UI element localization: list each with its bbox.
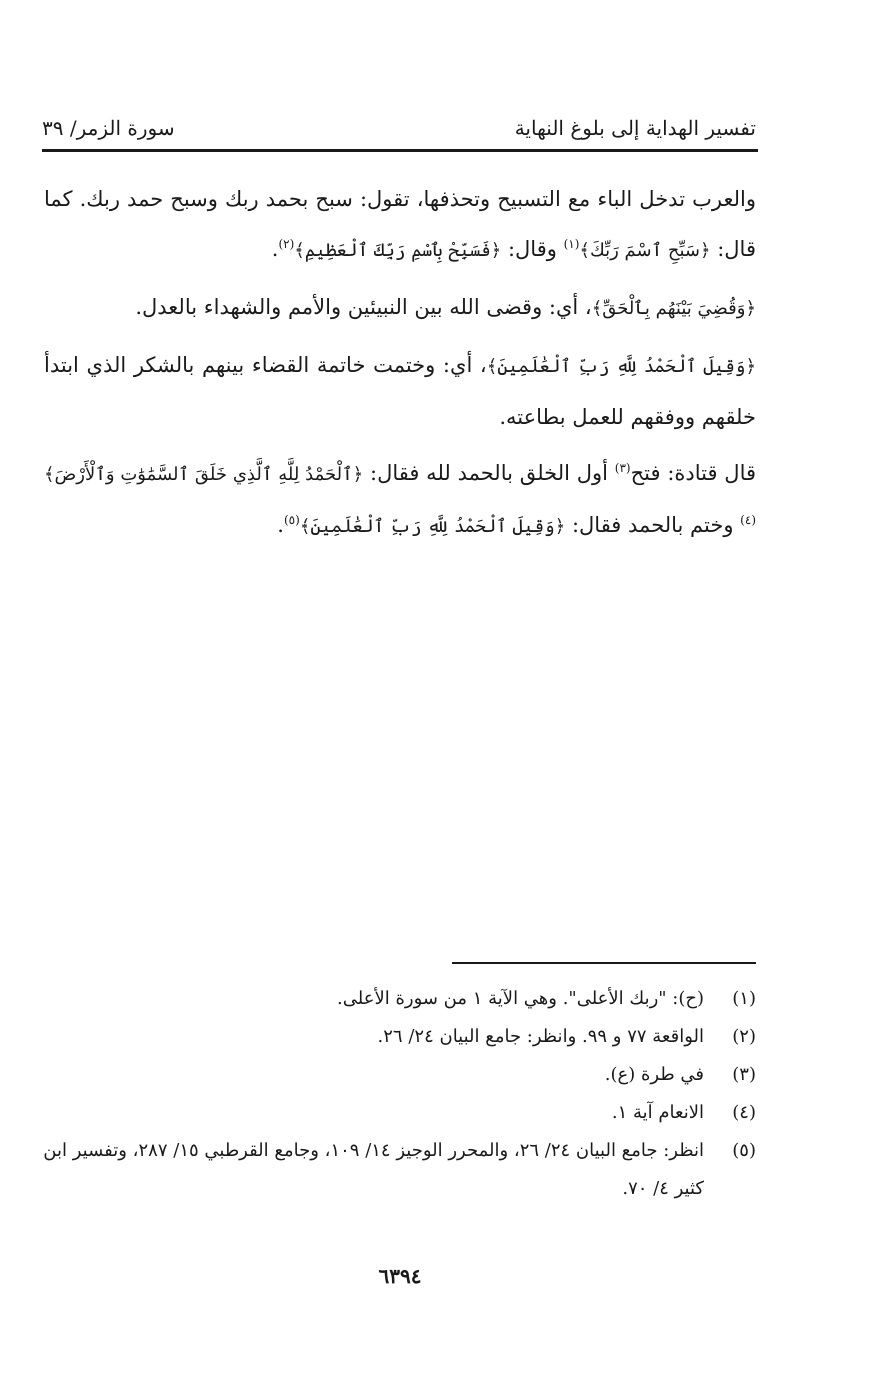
paragraph-text: ، أي: وقضى الله بين النبيئين والأمم والشهداء بالعدل. xyxy=(135,295,592,319)
footnote-item xyxy=(40,1094,756,1132)
quran-verse: ﴿ٱلْحَمْدُ لِلَّهِ ٱلَّذِي خَلَقَ ٱلسَّمَٰوَٰتِ وَٱلْأَرْضَ﴾ xyxy=(44,464,364,485)
footnote-number: (٢) xyxy=(732,1026,756,1047)
paragraph-text: وختم بالحمد فقال: xyxy=(565,513,741,537)
paragraph-text: . xyxy=(277,513,284,537)
footnote-text: الواقعة ٧٧ و ٩٩. وانظر: جامع البيان ٢٤/ ٢٦. xyxy=(377,1026,704,1047)
paragraph-text: . xyxy=(271,237,279,261)
footnote-divider xyxy=(452,962,756,964)
footnote-item xyxy=(40,1132,756,1208)
footnotes-section xyxy=(40,980,756,1208)
paragraph-4 xyxy=(44,448,756,552)
footnote-ref[interactable]: (٤) xyxy=(740,513,756,527)
running-header xyxy=(42,112,756,146)
footnote-number: (٣) xyxy=(732,1064,756,1085)
footnote-number: (١) xyxy=(732,988,756,1009)
footnote-ref[interactable]: (٢) xyxy=(278,237,295,251)
footnote-ref[interactable]: (٥) xyxy=(283,513,300,527)
footnote-text: انظر: جامع البيان ٢٤/ ٢٦، والمحرر الوجيز ١٤/ ١٠٩، وجامع القرطبي ١٥/ ٢٨٧، وتفسير ابن كثير ٤/ ٧٠. xyxy=(43,1140,704,1199)
page-number: ٦٣٩٤ xyxy=(378,1264,422,1288)
quran-verse: ﴿سَبِّحِ ٱسْمَ رَبِّكَ﴾ xyxy=(579,240,711,261)
footnote-text: في طرة (ع). xyxy=(604,1064,704,1085)
paragraph-text: أول الخلق بالحمد لله فقال: xyxy=(363,461,615,485)
footnote-ref[interactable]: (٣) xyxy=(614,461,631,475)
paragraph-text: والعرب تدخل الباء مع التسبيح وتحذفها، تقول: سبح بحمد ربك وسبح حمد ربك. كما قال: xyxy=(44,187,756,261)
quran-verse: ﴿فَسَبِّحْ بِٱسْمِ رَبِّكَ ٱلْعَظِيمِ﴾ xyxy=(294,240,502,261)
header-divider xyxy=(42,149,758,152)
quran-verse: ﴿وَقُضِيَ بَيْنَهُم بِٱلْحَقِّ﴾ xyxy=(591,298,756,319)
footnote-number: (٥) xyxy=(732,1140,756,1161)
book-title: تفسير الهداية إلى بلوغ النهاية xyxy=(514,116,756,140)
surah-label: سورة الزمر/ ٣٩ xyxy=(42,116,175,140)
footnote-item xyxy=(40,1056,756,1094)
footnote-ref[interactable]: (١) xyxy=(563,237,580,251)
paragraph-text: قال قتادة: فتح xyxy=(630,461,757,485)
main-text xyxy=(44,174,756,558)
footnote-number: (٤) xyxy=(732,1102,756,1123)
paragraph-text: ، أي: وختمت خاتمة القضاء بينهم بالشكر الذي ابتدأ خلقهم ووفقهم للعمل بطاعته. xyxy=(44,353,756,429)
paragraph-3 xyxy=(44,340,756,442)
paragraph-1 xyxy=(44,174,756,276)
footnote-item xyxy=(40,1018,756,1056)
footnote-text: (ح): "ربك الأعلى". وهي الآية ١ من سورة الأعلى. xyxy=(337,988,704,1009)
footnote-text: الانعام آية ١. xyxy=(611,1102,704,1123)
quran-verse: ﴿وَقِيلَ ٱلْحَمْدُ لِلَّهِ رَبِّ ٱلْعَٰلَمِينَ﴾ xyxy=(299,516,566,537)
quran-verse: ﴿وَقِيلَ ٱلْحَمْدُ لِلَّهِ رَبِّ ٱلْعَٰلَمِينَ﴾ xyxy=(486,356,757,377)
footnote-item xyxy=(40,980,756,1018)
paragraph-text: وقال: xyxy=(501,237,564,261)
paragraph-2 xyxy=(44,282,756,334)
